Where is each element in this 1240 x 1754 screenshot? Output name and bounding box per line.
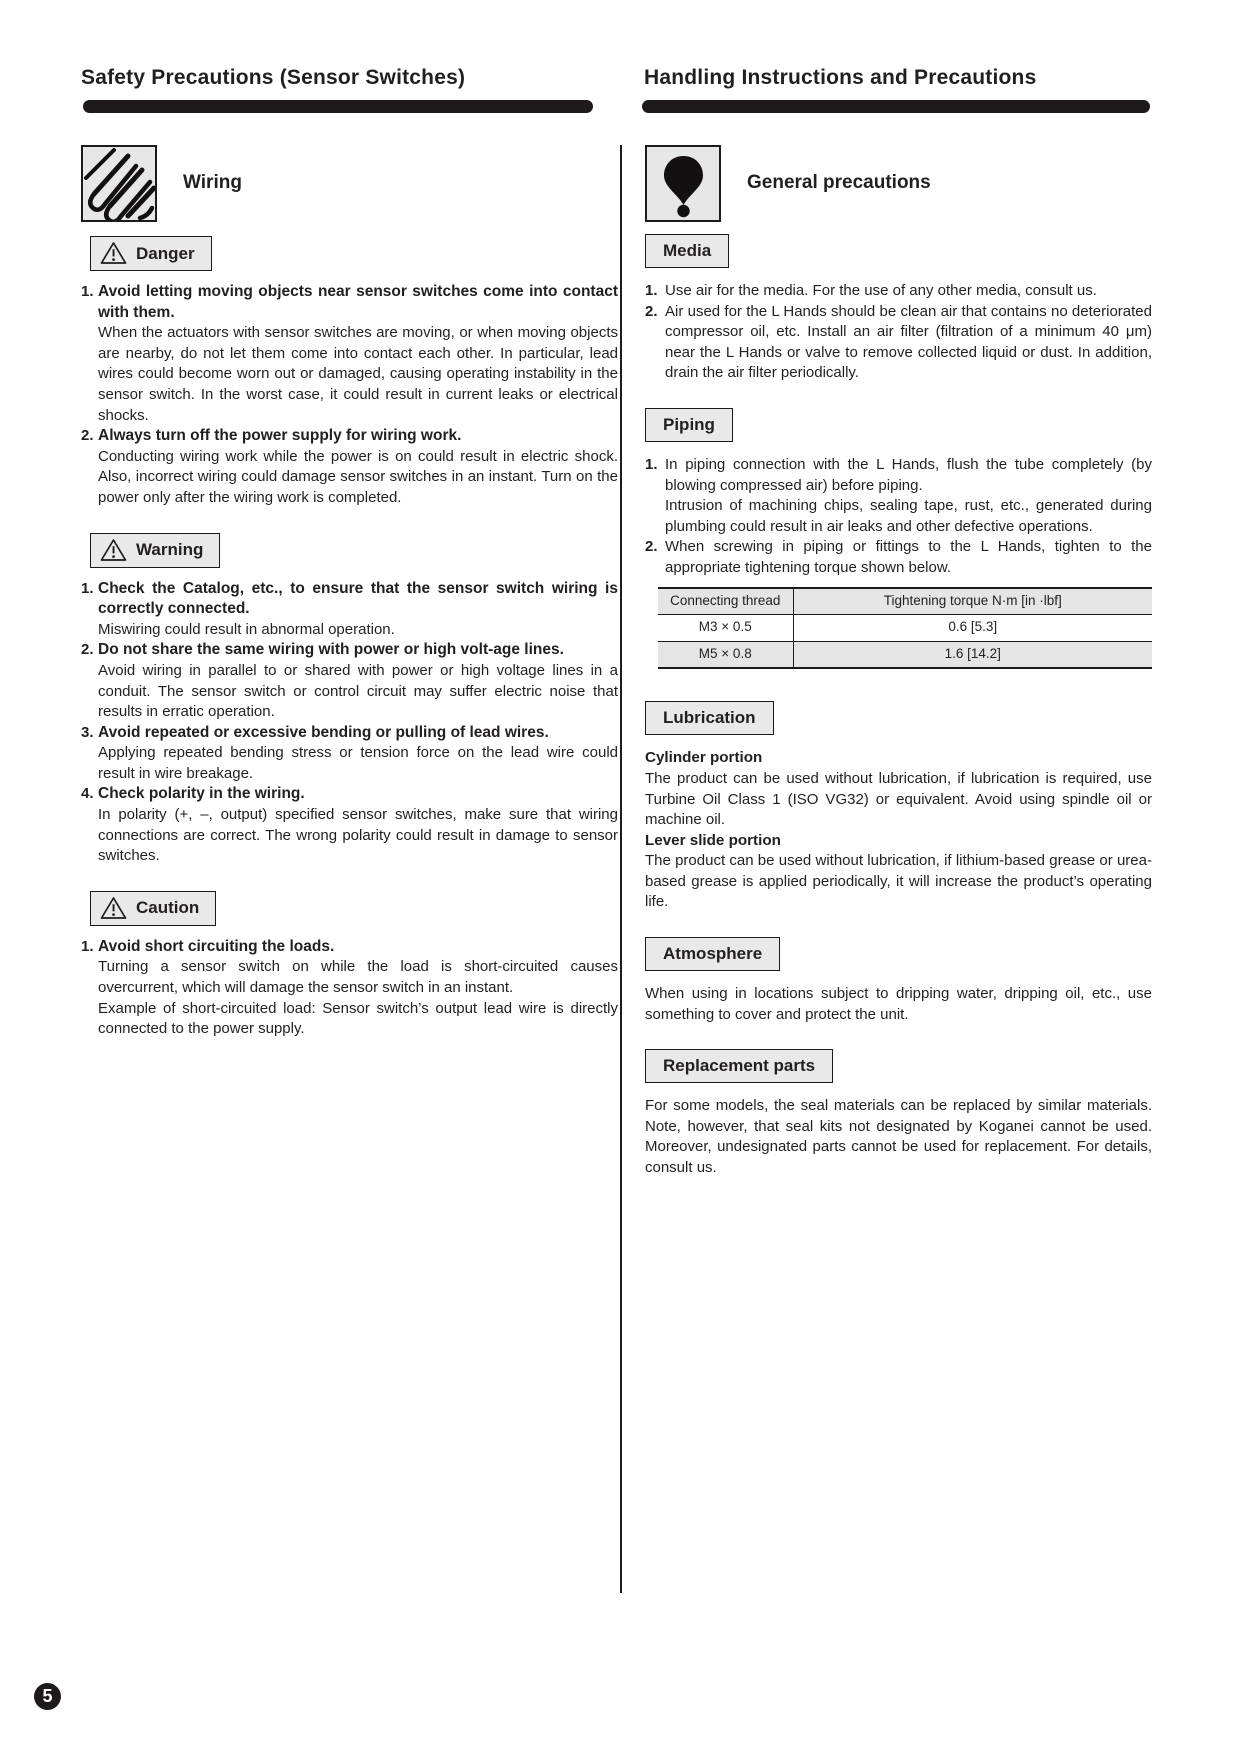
item-title: Check the Catalog, etc., to ensure that the sensor switch wiring is correctly connected. [98,579,618,618]
item-number: 1. [645,455,658,473]
wiring-label: Wiring [183,172,242,194]
warning-label: Warning [136,540,204,560]
item-content [665,455,1152,537]
lubrication-section-header [645,701,774,735]
table-row [658,615,1152,642]
atmosphere-section-header [645,937,780,971]
replacement-parts-label: Replacement parts [663,1056,816,1076]
item-body: Conducting wiring work while the power is on could result in electric shock. Also, incorrect wiring could damage sensor switches in an instant. Turn on the power only after the wiring work is completed. [98,447,618,506]
cylinder-portion-body: The product can be used without lubrication, if lubrication is required, use Turbine Oil Class 1 (ISO VG32) or equivalent. Avoid using spindle oil or machine oil. [645,769,1152,829]
right-section-title: Handling Instructions and Precautions [644,66,1037,89]
wiring-icon [81,145,157,222]
replacement-parts-section-header [645,1049,833,1083]
item-title: Avoid repeated or excessive bending or pulling of lead wires. [98,723,549,741]
page-number-badge: 5 [34,1683,61,1710]
warning-triangle-icon [100,538,127,562]
item-body: When screwing in piping or fittings to the L Hands, tighten to the appropriate tightening torque shown below. [665,538,1152,576]
warning-box [90,533,220,568]
item-body: Applying repeated bending stress or tension force on the lead wire could result in wire breakage. [98,744,618,782]
item-number: 1. [645,282,658,299]
item-title: Avoid letting moving objects near sensor switches come into contact with them. [98,283,618,321]
piping-section-header [645,408,733,442]
lever-slide-portion-body: The product can be used without lubrication, if lithium-based grease or urea-based grease is applied periodically, it will increase the product’s operating life. [645,852,1152,911]
list-item [81,282,618,426]
list-item [645,537,1152,578]
item-content [665,302,1152,384]
item-body: Use air for the media. For the use of any other media, consult us. [665,282,1097,299]
item-body: Turning a sensor switch on while the load is short-circuited causes overcurrent, which will damage the sensor switch in an instant. [98,958,618,997]
item-title: Avoid short circuiting the loads. [98,937,335,955]
item-title: Check polarity in the wiring. [98,785,305,803]
item-content [665,281,1152,302]
item-body: Avoid wiring in parallel to or shared with power or high voltage lines in a conduit. The sensor switch or control circuit may suffer electric noise that results in erratic operation. [98,661,618,721]
danger-box [90,236,212,271]
general-precautions-header-row [645,145,1152,222]
left-title-underline-bar [83,100,593,113]
list-item [645,281,1152,302]
tightening-torque-table [658,587,1152,670]
item-content [98,640,618,722]
item-title: Do not share the same wiring with power or high volt-age lines. [98,641,564,659]
item-content [98,937,618,1040]
item-number: 2. [645,302,658,320]
right-column [645,128,1152,1179]
table-cell: 0.6 [5.3] [948,619,998,635]
item-number: 3. [81,723,94,741]
item-body: In piping connection with the L Hands, flush the tube completely (by blowing compressed air) before piping. [665,455,1152,494]
item-content [98,426,618,508]
item-content [98,723,618,785]
left-section-title: Safety Precautions (Sensor Switches) [81,66,466,89]
list-item [645,302,1152,384]
danger-label: Danger [136,243,195,263]
warning-triangle-icon [100,241,127,265]
item-content [665,537,1152,578]
lever-slide-portion-subtitle: Lever slide portion [645,831,781,849]
caution-box [90,891,216,926]
warning-triangle-icon [100,896,127,920]
table-row [658,641,1152,668]
item-body: Miswiring could result in abnormal operation. [98,620,395,638]
table-cell: M3 × 0.5 [658,615,793,642]
list-item [81,723,618,785]
item-number: 1. [81,579,94,597]
media-section-header [645,234,729,268]
list-item [81,784,618,866]
item-body: Air used for the L Hands should be clean air that contains no deteriorated compressor oil, etc. Install an air filter (filtration of a minimum 40 μm) near the L Hands or valve to remove collected liquid or dust. In addition, drain the air filter periodically. [665,302,1152,382]
column-divider [620,145,622,1593]
media-label: Media [663,241,712,260]
list-item [81,937,618,1040]
left-column [81,128,618,1040]
item-content [98,579,618,641]
list-item [645,455,1152,537]
item-body: Intrusion of machining chips, sealing tape, rust, etc., generated during plumbing could result in air leaks and other defective operations. [665,497,1152,535]
item-content [98,282,618,426]
list-item [81,426,618,508]
cylinder-portion-subtitle: Cylinder portion [645,749,763,767]
caution-label: Caution [136,898,200,918]
wiring-header-row [81,145,618,222]
exclamation-icon [645,145,721,222]
list-item [81,640,618,722]
item-number: 1. [81,937,94,955]
item-body: Example of short-circuited load: Sensor switch’s output lead wire is directly connected to the power supply. [98,999,618,1038]
piping-label: Piping [663,414,715,434]
general-precautions-label: General precautions [747,172,931,194]
item-number: 2. [81,427,94,445]
item-body: In polarity (+, –, output) specified sensor switches, make sure that wiring connections are correct. The wrong polarity could result in damage to sensor switches. [98,806,618,865]
item-number: 2. [81,641,94,659]
item-body: When the actuators with sensor switches are moving, or when moving objects are nearby, do not let them come into contact each other. In particular, lead wires could become worn out or damaged, causing operating instability in the sensor switch. In the worst case, it could result in current leaks or electrical shocks. [98,324,618,424]
replacement-parts-body: For some models, the seal materials can be replaced by similar materials. Note, however, that seal kits not designated by Koganei cannot be used. Moreover, undesignated parts cannot be used for replacement. For details, consult us. [645,1097,1152,1177]
item-content [98,784,618,866]
item-number: 4. [81,785,94,803]
table-header-cell: Tightening torque N·m [in ·lbf] [883,592,1062,608]
atmosphere-label: Atmosphere [663,944,763,964]
item-number: 2. [645,538,658,556]
list-item [81,579,618,641]
table-cell: 1.6 [14.2] [944,645,1001,661]
atmosphere-body: When using in locations subject to dripping water, dripping oil, etc., use something to cover and protect the unit. [645,985,1152,1023]
table-header-cell: Connecting thread [658,588,793,615]
item-title: Always turn off the power supply for wiring work. [98,427,462,445]
table-cell: M5 × 0.8 [658,641,793,668]
item-number: 1. [81,283,94,300]
lubrication-label: Lubrication [663,708,756,728]
right-title-underline-bar [642,100,1150,113]
table-header-row [658,588,1152,615]
